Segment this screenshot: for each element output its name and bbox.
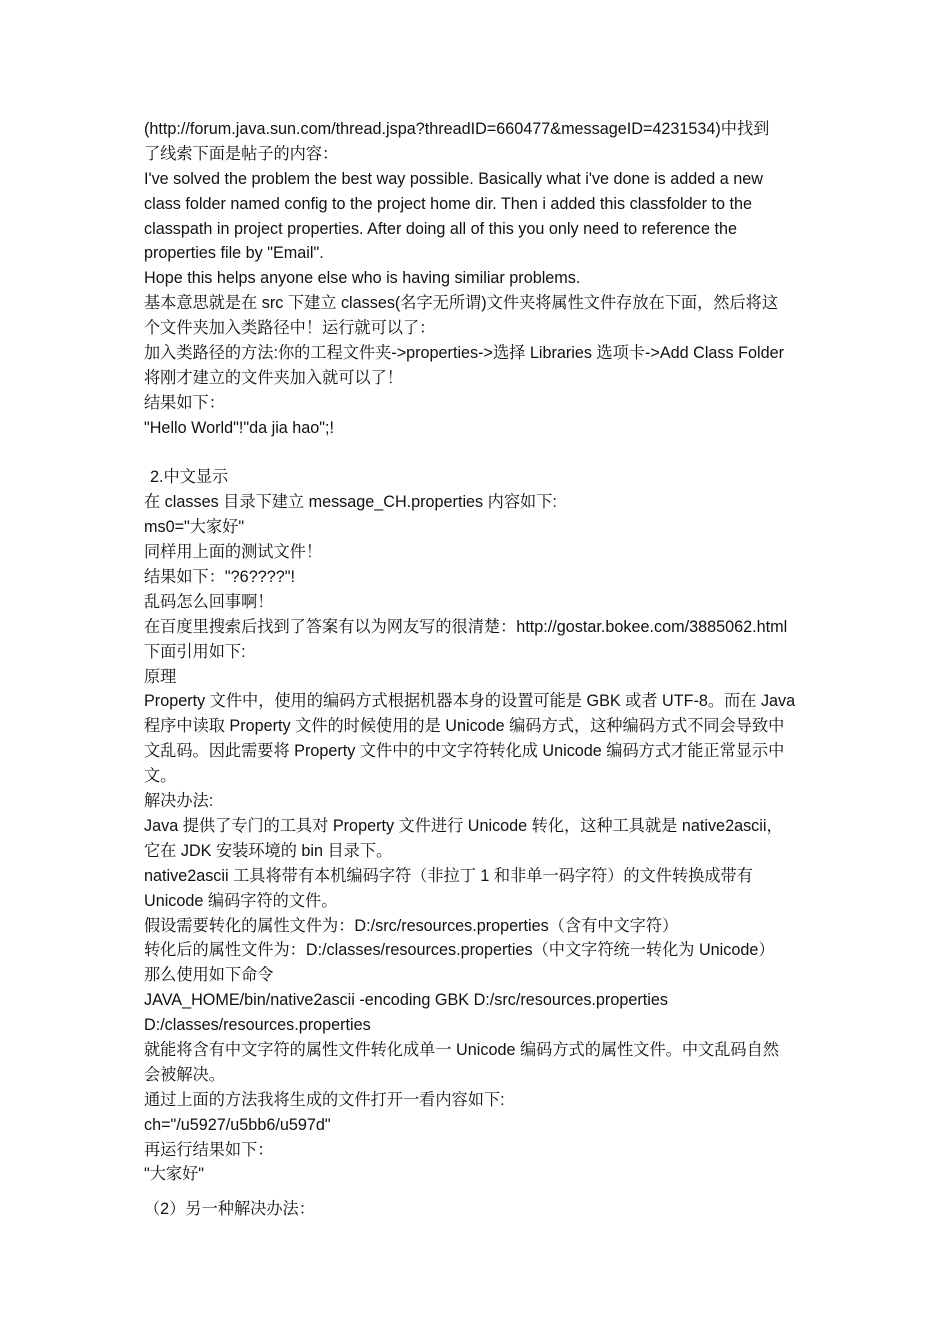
text-line: I've solved the problem the best way possible. Basically what i've done is added a new	[144, 169, 763, 188]
text-line: native2ascii 工具将带有本机编码字符（非拉丁 1 和非单一码字符）的文件转换成带有	[144, 866, 753, 885]
text-line: 在百度里搜索后找到了答案有以为网友写的很清楚：http://gostar.bokee.com/3885062.html	[144, 617, 788, 636]
text-line: ch="/u5927/u5bb6/u597d"	[144, 1115, 331, 1134]
text-line: 就能将含有中文字符的属性文件转化成单一 Unicode 编码方式的属性文件。中文乱码自然	[144, 1040, 779, 1059]
text-line: 结果如下：	[144, 393, 225, 412]
blank-line	[144, 441, 814, 466]
text-line: 会被解决。	[144, 1065, 225, 1084]
text-line: 同样用上面的测试文件！	[144, 543, 323, 562]
text-line: 文乱码。因此需要将 Property 文件中的中文字符转化成 Unicode 编码方式才能正常显示中	[144, 742, 785, 761]
section-heading: 2.中文显示	[150, 468, 229, 487]
section-heading: （2）另一种解决办法：	[144, 1200, 315, 1219]
text-line: properties file by "Email".	[144, 244, 324, 263]
text-line: 加入类路径的方法:你的工程文件夹->properties->选择 Libraries 选项卡->Add Class Folder	[144, 344, 784, 363]
text-line: 结果如下："?6????"!	[144, 568, 295, 587]
text-line: 转化后的属性文件为：D:/classes/resources.properties（中文字符统一转化为 Unicode）	[144, 941, 775, 960]
text-line: "大家好"	[144, 1165, 205, 1184]
text-line: 通过上面的方法我将生成的文件打开一看内容如下:	[144, 1090, 505, 1109]
text-line: Java 提供了专门的工具对 Property 文件进行 Unicode 转化，这种工具就是 native2ascii，	[144, 816, 783, 835]
text-line: 基本意思就是在 src 下建立 classes(名字无所谓)文件夹将属性文件存放在下面，然后将这	[144, 294, 779, 313]
paragraph-chinese-display	[144, 490, 814, 1187]
text-line: (http://forum.java.sun.com/thread.jspa?threadID=660477&messageID=4231534)中找到	[144, 120, 770, 138]
text-line: 原理	[144, 667, 177, 686]
text-line: Hope this helps anyone else who is having similiar problems.	[144, 269, 581, 288]
text-line: 了线索下面是帖子的内容：	[144, 144, 339, 163]
text-line: 文。	[144, 767, 177, 786]
paragraph-forum-reference	[144, 117, 814, 441]
text-line: 乱码怎么回事啊！	[144, 592, 274, 611]
text-line: Property 文件中，使用的编码方式根据机器本身的设置可能是 GBK 或者 UTF-8。而在 Java	[144, 692, 796, 711]
blank-gap	[144, 1187, 814, 1197]
text-line: D:/classes/resources.properties	[144, 1016, 371, 1035]
text-line: ms0="大家好"	[144, 518, 245, 537]
text-line: 它在 JDK 安装环境的 bin 目录下。	[144, 841, 393, 860]
text-line: 假设需要转化的属性文件为：D:/src/resources.properties（含有中文字符）	[144, 916, 679, 935]
text-line: 程序中读取 Property 文件的时候使用的是 Unicode 编码方式，这种编码方式不同会导致中	[144, 717, 785, 736]
text-line: 个文件夹加入类路径中！运行就可以了：	[144, 319, 436, 338]
text-line: Unicode 编码字符的文件。	[144, 891, 338, 910]
text-line: classpath in project properties. After doing all of this you only need to reference the	[144, 219, 737, 238]
text-line: 再运行结果如下：	[144, 1140, 274, 1159]
text-line: "Hello World"!"da jia hao";!	[144, 418, 335, 437]
document-page	[144, 117, 814, 1222]
text-line: 下面引用如下:	[144, 642, 246, 661]
text-line: 那么使用如下命令	[144, 966, 274, 985]
text-line: class folder named config to the project home dir. Then i added this classfolder to the	[144, 194, 752, 213]
text-line: JAVA_HOME/bin/native2ascii -encoding GBK D:/src/resources.properties	[144, 991, 668, 1010]
text-line: 在 classes 目录下建立 message_CH.properties 内容如下:	[144, 493, 557, 512]
text-line: 将刚才建立的文件夹加入就可以了！	[144, 368, 403, 387]
text-line: 解决办法:	[144, 792, 214, 811]
